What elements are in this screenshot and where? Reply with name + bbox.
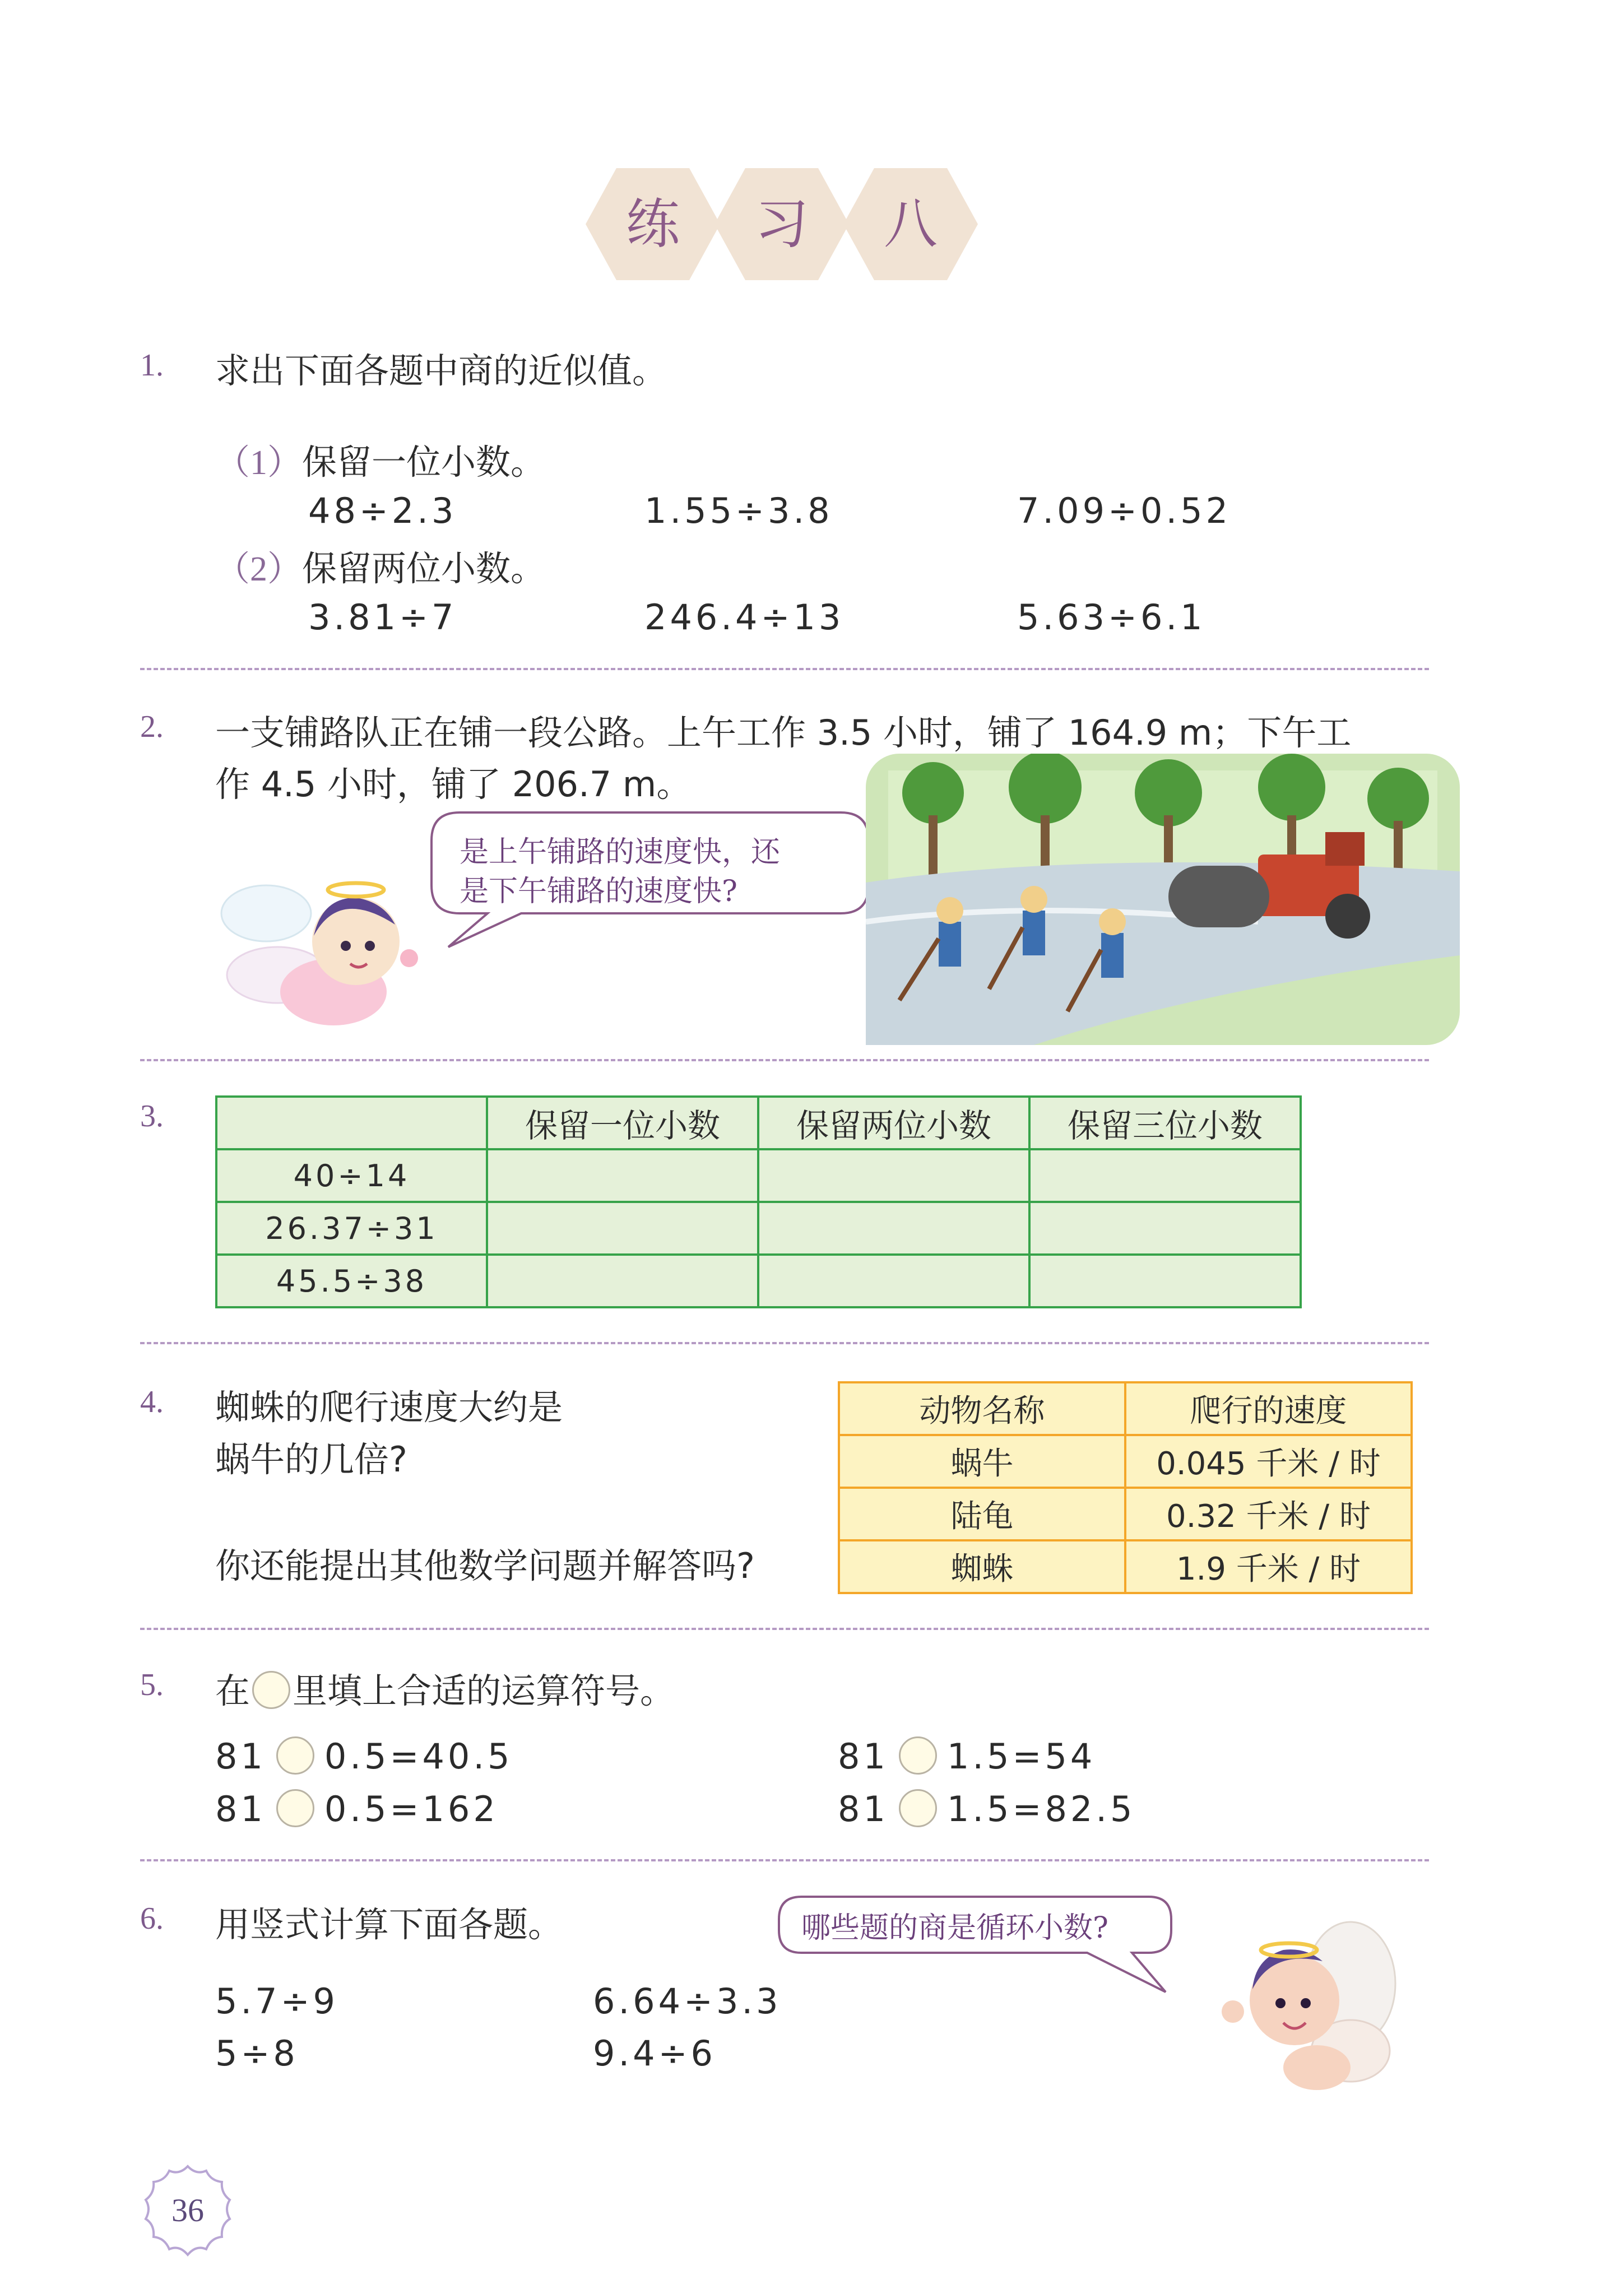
q4-number: 4. [140, 1385, 164, 1419]
q6-expr: 5÷8 [215, 2033, 299, 2074]
q5-item-left: 81 [215, 1789, 266, 1829]
page-number [140, 2163, 235, 2258]
fairy-illustration [216, 863, 429, 1031]
q1-part2-label: （2） [215, 550, 303, 588]
q5-item-left: 81 [838, 1789, 889, 1829]
table-cell-speed: 0.045 千米 / 时 [1125, 1435, 1412, 1488]
q6-expr: 6.64÷3.3 [593, 1981, 782, 2022]
table-cell-blank [1029, 1149, 1301, 1202]
table-header-cell: 保留一位小数 [487, 1097, 758, 1149]
q5-item-right: 0.5=162 [324, 1789, 499, 1829]
q5-item [838, 1789, 1136, 1831]
q5-item-left: 81 [838, 1736, 889, 1777]
table-cell-expr: 40÷14 [216, 1149, 487, 1202]
section-divider [140, 1628, 1429, 1630]
q5-item [215, 1736, 513, 1778]
q4-text-line3: 你还能提出其他数学问题并解答吗? [215, 1545, 755, 1586]
table-cell-blank [1029, 1202, 1301, 1255]
q2-text-line1: 一支铺路队正在铺一段公路。上午工作 3.5 小时，铺了 164.9 m；下午工 [215, 712, 1352, 753]
q2-text-line2: 作 4.5 小时，铺了 206.7 m。 [215, 764, 692, 805]
section-divider [140, 668, 1429, 670]
table-cell-animal: 蜘蛛 [839, 1540, 1125, 1593]
q1-expr: 1.55÷3.8 [644, 490, 833, 531]
q1-part1-label: （1） [215, 444, 303, 482]
table-cell-blank [758, 1255, 1029, 1307]
table-header-row [839, 1382, 1412, 1435]
table-cell-speed: 0.32 千米 / 时 [1125, 1488, 1412, 1540]
q6-expr: 9.4÷6 [593, 2033, 716, 2074]
q6-number: 6. [140, 1901, 164, 1936]
q2-number: 2. [140, 709, 164, 744]
table-cell-blank [758, 1149, 1029, 1202]
table-cell-animal: 蜗牛 [839, 1435, 1125, 1488]
table-row [216, 1255, 1301, 1307]
q1-expr: 3.81÷7 [308, 597, 457, 638]
q4-text-line2: 蜗牛的几倍? [215, 1439, 407, 1480]
table-row [839, 1435, 1412, 1488]
section-divider [140, 1342, 1429, 1344]
table-header-row [216, 1097, 1301, 1149]
section-divider [140, 1059, 1429, 1061]
table-cell-blank [487, 1149, 758, 1202]
operator-blank-circle[interactable] [899, 1736, 937, 1775]
q5-text-before: 在 [215, 1670, 250, 1711]
title-char-1: 练 [586, 168, 720, 280]
q6-expr: 5.7÷9 [215, 1981, 338, 2022]
operator-blank-circle[interactable] [276, 1736, 314, 1775]
bubble-text-line2: 是下午铺路的速度快? [460, 875, 737, 908]
table-row [216, 1149, 1301, 1202]
q4-text-line1: 蜘蛛的爬行速度大约是 [215, 1387, 563, 1428]
table-cell-speed: 1.9 千米 / 时 [1125, 1540, 1412, 1593]
q5-text [215, 1663, 675, 1713]
q4-speed-table [838, 1381, 1413, 1594]
blank-circle-icon [252, 1671, 290, 1709]
table-header-cell: 爬行的速度 [1125, 1382, 1412, 1435]
q5-item-right: 0.5=40.5 [324, 1736, 513, 1777]
q1-number: 1. [140, 348, 164, 383]
q5-item-left: 81 [215, 1736, 266, 1777]
q5-item-right: 1.5=54 [946, 1736, 1096, 1777]
table-cell-expr: 26.37÷31 [216, 1202, 487, 1255]
q1-part2 [215, 541, 545, 591]
q1-expr: 48÷2.3 [308, 490, 457, 531]
title-char-2: 习 [714, 168, 849, 280]
table-cell-animal: 陆龟 [839, 1488, 1125, 1540]
table-row [216, 1202, 1301, 1255]
operator-blank-circle[interactable] [899, 1789, 937, 1827]
q1-part1-text: 保留一位小数。 [302, 442, 546, 482]
table-cell-blank [758, 1202, 1029, 1255]
table-header-cell: 保留三位小数 [1029, 1097, 1301, 1149]
table-cell-blank [487, 1202, 758, 1255]
table-header-cell: 动物名称 [839, 1382, 1125, 1435]
q1-expr: 5.63÷6.1 [1017, 597, 1206, 638]
q3-number: 3. [140, 1099, 164, 1134]
table-row [839, 1488, 1412, 1540]
table-cell-blank [1029, 1255, 1301, 1307]
q5-item [215, 1789, 499, 1831]
bubble-text: 哪些题的商是循环小数? [801, 1911, 1108, 1945]
table-row [839, 1540, 1412, 1593]
table-cell-expr: 45.5÷38 [216, 1255, 487, 1307]
q5-item [838, 1736, 1096, 1778]
q1-text: 求出下面各题中商的近似值。 [215, 350, 667, 391]
q1-part2-text: 保留两位小数。 [302, 548, 546, 589]
q1-part1 [215, 434, 545, 484]
page-number-text: 36 [171, 2192, 204, 2228]
table-header-cell: 保留两位小数 [758, 1097, 1029, 1149]
q3-table [215, 1095, 1302, 1308]
q5-text-after: 里填上合适的运算符号。 [293, 1670, 675, 1711]
operator-blank-circle[interactable] [276, 1789, 314, 1827]
q6-text: 用竖式计算下面各题。 [215, 1904, 563, 1945]
q1-expr: 7.09÷0.52 [1017, 490, 1232, 531]
q5-number: 5. [140, 1668, 164, 1702]
cherub-illustration [1210, 1916, 1401, 2096]
title-char-3: 八 [843, 168, 978, 280]
bubble-text-line1: 是上午铺路的速度快，还 [460, 835, 781, 869]
table-cell-blank [487, 1255, 758, 1307]
q1-expr: 246.4÷13 [644, 597, 845, 638]
section-divider [140, 1859, 1429, 1861]
road-paving-illustration [866, 754, 1460, 1045]
q5-item-right: 1.5=82.5 [946, 1789, 1136, 1829]
table-header-cell [216, 1097, 487, 1149]
